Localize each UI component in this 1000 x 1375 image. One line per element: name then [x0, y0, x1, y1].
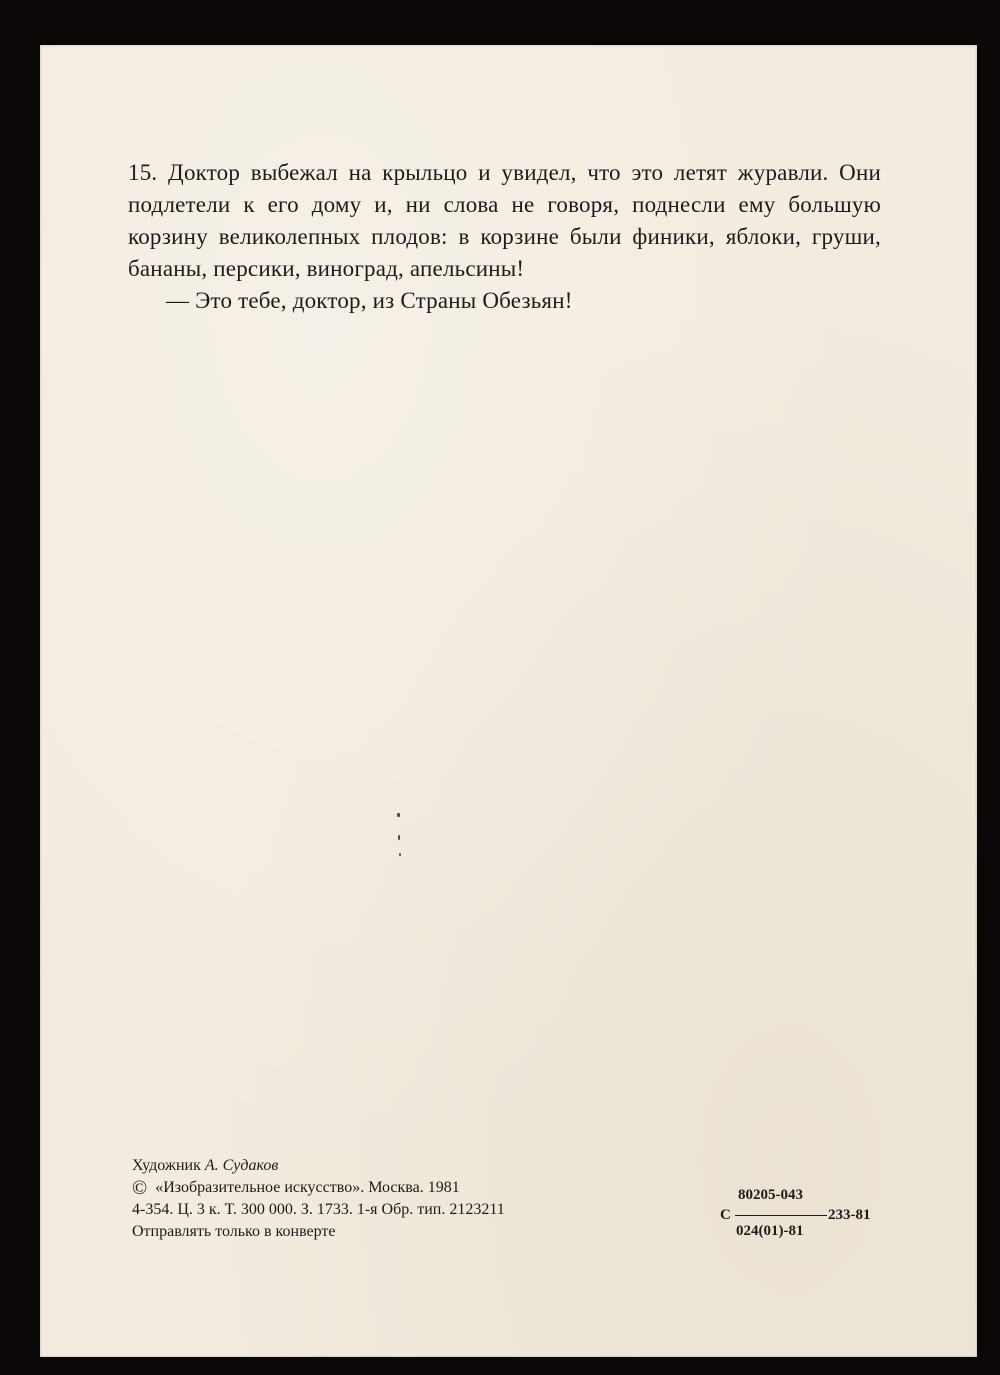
catalog-numerator: 80205-043 — [738, 1187, 803, 1203]
catalog-index — [720, 1185, 920, 1247]
catalog-denominator: 024(01)-81 — [736, 1223, 804, 1239]
catalog-suffix: 233-81 — [828, 1207, 871, 1223]
paper-speck — [398, 835, 400, 840]
catalog-prefix: С — [720, 1207, 731, 1223]
story-text — [128, 157, 881, 317]
publisher-line — [132, 1177, 505, 1199]
catalog-fraction-line — [735, 1215, 827, 1216]
story-paragraph: 15. Доктор выбежал на крыльцо и увидел, что это летят журавли. Они подлетели к его дому и, ни слова не говоря, поднесли ему большую корзину великолепных плодов: в корзине были финики, яблоки, груши, бананы, персики, виноград, апельсины! — [128, 160, 881, 281]
artist-name: А. Судаков — [204, 1157, 279, 1174]
publisher-text: «Изобразительное искусство». Москва. 1981 — [155, 1179, 460, 1196]
story-dialogue: — Это тебе, доктор, из Страны Обезьян! — [166, 288, 573, 313]
copyright-icon: © — [132, 1177, 148, 1199]
paper-speck — [399, 853, 401, 856]
artist-line — [132, 1155, 505, 1177]
print-details-line: 4-354. Ц. 3 к. Т. 300 000. З. 1733. 1-я Обр. тип. 2123211 — [132, 1201, 505, 1218]
imprint-block — [132, 1155, 505, 1243]
envelope-note: Отправлять только в конверте — [132, 1223, 336, 1240]
artist-label: Художник — [132, 1157, 201, 1174]
postcard-back — [40, 45, 977, 1357]
paper-speck — [397, 813, 400, 817]
